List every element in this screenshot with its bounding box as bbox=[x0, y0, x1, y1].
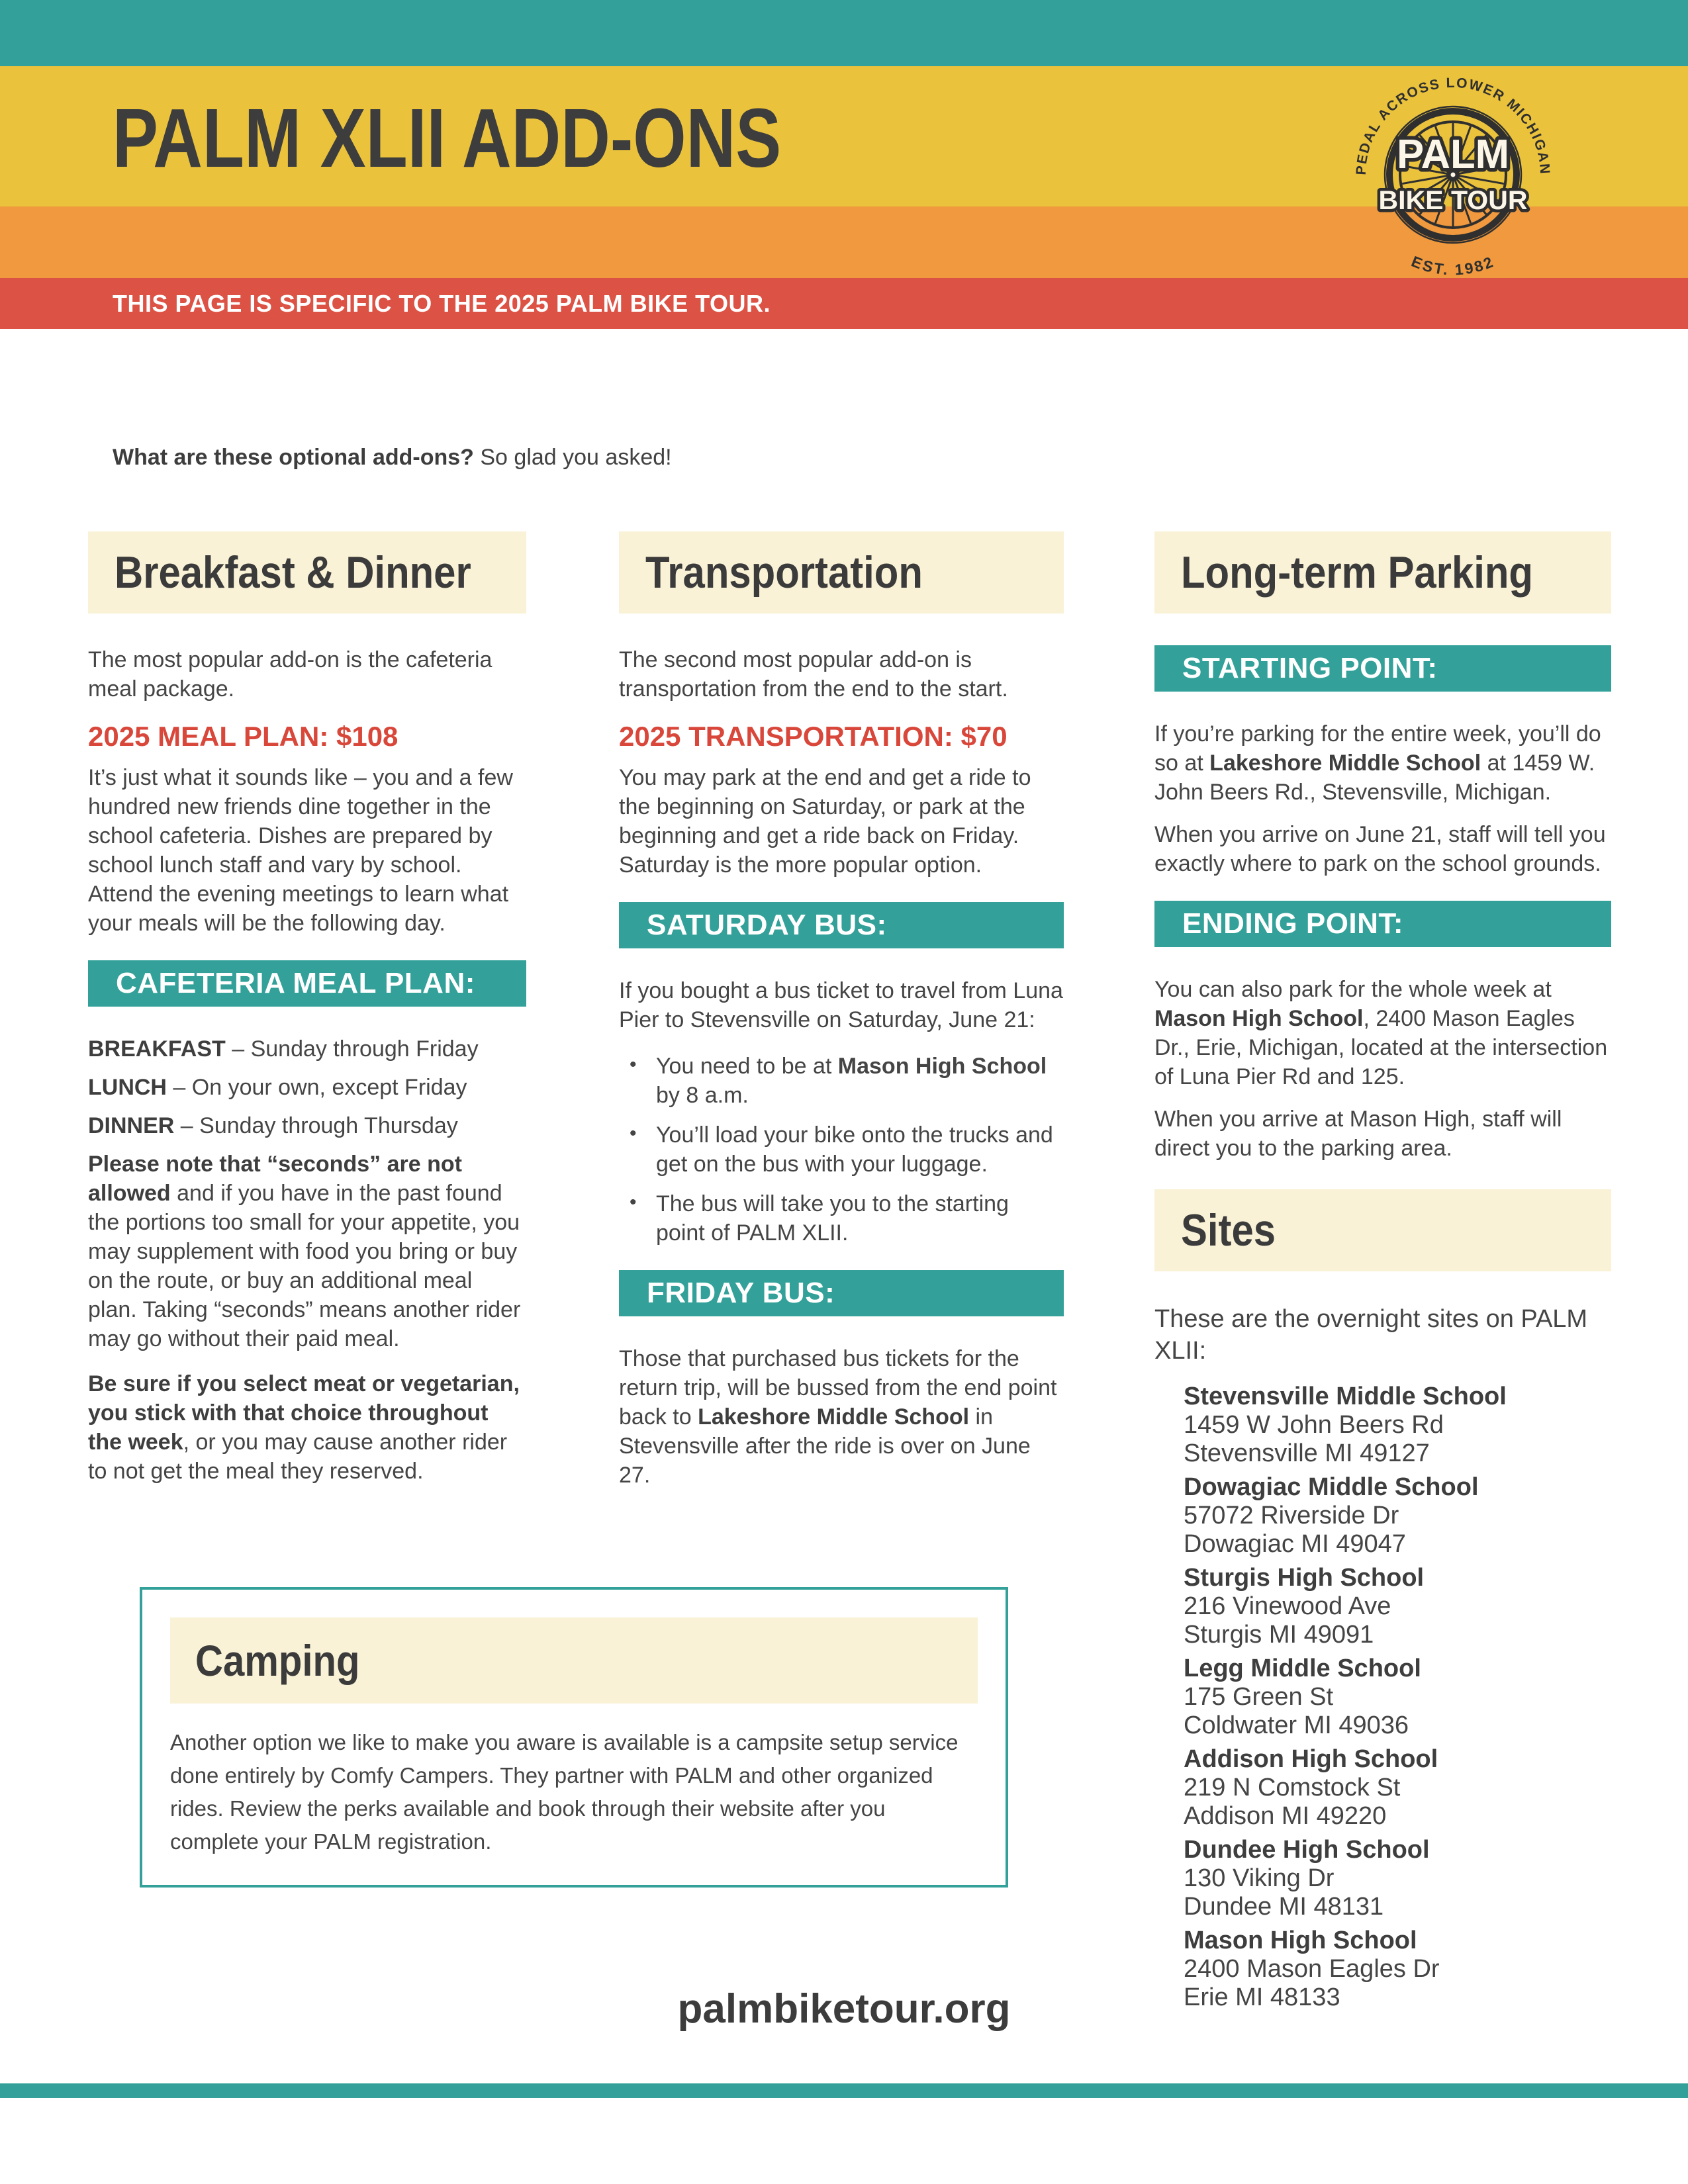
friday-bus-banner: FRIDAY BUS: bbox=[619, 1270, 1064, 1316]
breakfast-lead: The most popular add-on is the cafeteria meal package. bbox=[88, 647, 492, 702]
starting-point-p1: If you’re parking for the entire week, you’ll do so at Lakeshore Middle School at 1459 W. John Beers Rd., Stevensville, Michigan. bbox=[1154, 721, 1601, 805]
starting-point-banner: STARTING POINT: bbox=[1154, 645, 1611, 692]
palm-bike-tour-logo bbox=[1340, 64, 1566, 289]
logo-arc-text: PEDAL ACROSS LOWER MICHIGAN bbox=[1353, 75, 1553, 176]
saturday-bus-list bbox=[619, 1052, 1064, 1248]
ending-point-banner: ENDING POINT: bbox=[1154, 901, 1611, 947]
logo-name-line1: PALM bbox=[1397, 132, 1509, 177]
bullet-icon: • bbox=[630, 1191, 637, 1213]
site-entry: Legg Middle School 175 Green St Coldwater MI 49036 bbox=[1184, 1655, 1421, 1739]
list-item: • You need to be at Mason High School by 8 a.m. bbox=[619, 1052, 1064, 1110]
top-accent-bar bbox=[0, 0, 1688, 66]
ending-point-p1: You can also park for the whole week at Mason High School, 2400 Mason Eagles Dr., Erie, Michigan, located at the intersection of Luna Pier Rd and 125. bbox=[1154, 977, 1608, 1089]
section-heading-sites: Sites bbox=[1154, 1189, 1611, 1271]
section-heading-breakfast-dinner: Breakfast & Dinner bbox=[88, 531, 526, 614]
section-heading-camping: Camping bbox=[170, 1617, 978, 1704]
friday-bus-body: Those that purchased bus tickets for the return trip, will be bussed from the end point back to Lakeshore Middle School in Stevensville after the ride is over on June 27. bbox=[619, 1346, 1057, 1488]
bottom-accent-bar bbox=[0, 2083, 1688, 2098]
transportation-price: 2025 TRANSPORTATION: $70 bbox=[619, 721, 1008, 752]
notice-text: THIS PAGE IS SPECIFIC TO THE 2025 PALM BIKE TOUR. bbox=[113, 289, 771, 317]
site-entry: Dowagiac Middle School 57072 Riverside Dr Dowagiac MI 49047 bbox=[1184, 1473, 1479, 1558]
seconds-note: Please note that “seconds” are not allowed and if you have in the past found the portions too small for your appetite, you may supplement with food you bring or buy on the route, or buy an additional meal plan. Taking “seconds” means another rider may go without their paid meal. bbox=[88, 1152, 521, 1351]
logo-established-text: EST. 1982 bbox=[1409, 252, 1497, 279]
list-item: • The bus will take you to the starting point of PALM XLII. bbox=[619, 1189, 1064, 1248]
ending-point-p2: When you arrive at Mason High, staff will direct you to the parking area. bbox=[1154, 1107, 1562, 1161]
site-entry: Dundee High School 130 Viking Dr Dundee MI 48131 bbox=[1184, 1836, 1430, 1921]
site-entry: Stevensville Middle School 1459 W John Beers Rd Stevensville MI 49127 bbox=[1184, 1383, 1507, 1467]
transportation-body: You may park at the end and get a ride to the beginning on Saturday, or park at the beginning and get a ride back on Friday. Saturday is the more popular option. bbox=[619, 765, 1031, 878]
transportation-lead: The second most popular add-on is transportation from the end to the start. bbox=[619, 647, 1008, 702]
starting-point-p2: When you arrive on June 21, staff will tell you exactly where to park on the school grounds. bbox=[1154, 822, 1606, 876]
column-parking-sites bbox=[1154, 531, 1611, 2017]
site-entry: Sturgis High School 216 Vinewood Ave Sturgis MI 49091 bbox=[1184, 1564, 1425, 1649]
site-entry: Addison High School 219 N Comstock St Addison MI 49220 bbox=[1184, 1745, 1438, 1830]
bullet-icon: • bbox=[630, 1122, 637, 1144]
breakfast-body: It’s just what it sounds like – you and a few hundred new friends dine together in the school cafeteria. Dishes are prepared by school lunch staff and vary by school. Attend the evening meetings to learn what your meals will be the following day. bbox=[88, 765, 513, 936]
meal-lunch: LUNCH – On your own, except Friday bbox=[88, 1075, 467, 1100]
camping-body: Another option we like to make you aware is available is a campsite setup service done entirely by Comfy Campers. They partner with PALM and other organized rides. Review the perks available and book through their website after you complete your PALM registration. bbox=[170, 1730, 959, 1854]
section-heading-transportation: Transportation bbox=[619, 531, 1064, 614]
logo-name-line2: BIKE TOUR bbox=[1378, 186, 1528, 215]
meal-dinner: DINNER – Sunday through Thursday bbox=[88, 1113, 458, 1138]
bullet-icon: • bbox=[630, 1054, 637, 1075]
meal-plan-price: 2025 MEAL PLAN: $108 bbox=[88, 721, 399, 752]
saturday-bus-banner: SATURDAY BUS: bbox=[619, 902, 1064, 948]
website-url: palmbiketour.org bbox=[677, 1986, 1011, 2032]
saturday-bus-intro: If you bought a bus ticket to travel from Luna Pier to Stevensville on Saturday, June 21: bbox=[619, 978, 1063, 1032]
intro-line: What are these optional add-ons? So glad you asked! bbox=[113, 445, 672, 470]
site-entry: Mason High School 2400 Mason Eagles Dr Erie MI 48133 bbox=[1184, 1927, 1440, 2011]
page-title: PALM XLII ADD-ONS bbox=[113, 91, 782, 185]
list-item: • You’ll load your bike onto the trucks and get on the bus with your luggage. bbox=[619, 1120, 1064, 1179]
meat-vegetarian-warning: Be sure if you select meat or vegetarian, you stick with that choice throughout the week, or you may cause another rider to not get the meal they reserved. bbox=[88, 1371, 520, 1484]
meal-breakfast: BREAKFAST – Sunday through Friday bbox=[88, 1036, 479, 1062]
sites-intro: These are the overnight sites on PALM XLII: bbox=[1154, 1305, 1588, 1365]
section-heading-parking: Long-term Parking bbox=[1154, 531, 1611, 614]
cafeteria-meal-plan-banner: CAFETERIA MEAL PLAN: bbox=[88, 960, 526, 1007]
camping-box bbox=[140, 1587, 1008, 1888]
